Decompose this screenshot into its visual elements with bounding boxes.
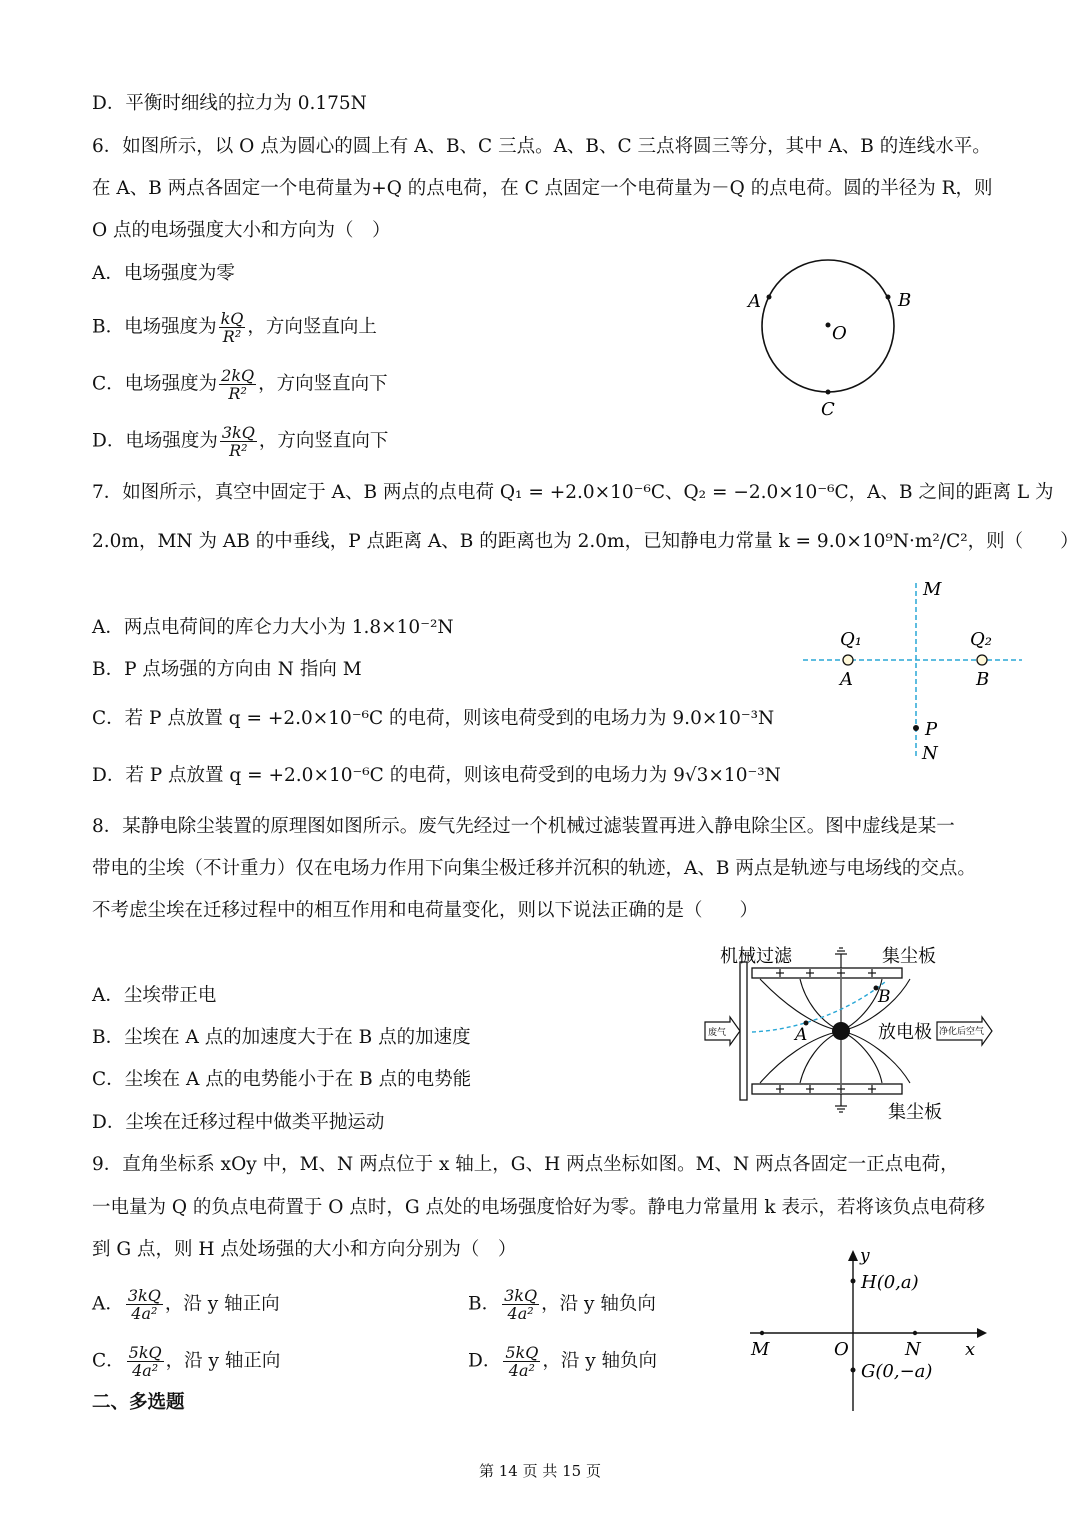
label-plate-bottom: 集尘板	[888, 1102, 942, 1123]
point-o-dot	[826, 323, 831, 328]
q7-option-b: B．P 点场强的方向由 N 指向 M	[92, 659, 362, 680]
q8-option-a: A．尘埃带正电	[92, 985, 217, 1006]
label-a: A	[795, 1025, 808, 1045]
q6-option-b-fraction	[219, 310, 246, 345]
q8-stem-line-2: 带电的尘埃（不计重力）仅在电场力作用下向集尘极迁移并沉积的轨迹，A、B 两点是轨迹与电场线的交点。	[92, 858, 976, 879]
label-filter: 机械过滤	[720, 946, 792, 967]
q6-option-c	[92, 367, 388, 402]
label-electrode: 放电极	[878, 1022, 932, 1043]
q8-stem-line-3: 不考虑尘埃在迁移过程中的相互作用和电荷量变化，则以下说法正确的是（ ）	[92, 900, 759, 921]
q6-option-d-suffix: ，方向竖直向下	[258, 430, 389, 452]
fraction-denominator: R²	[222, 327, 242, 346]
fraction-numerator: 3kQ	[504, 1286, 538, 1305]
label-waste-gas: 废气	[708, 1028, 727, 1038]
fraction-numerator: 5kQ	[128, 1343, 162, 1362]
q6-option-d-fraction	[220, 424, 257, 459]
point-c-dot	[826, 390, 831, 395]
q6-option-a: A．电场强度为零	[92, 263, 235, 284]
label-b: B	[976, 669, 990, 690]
point-g-dot	[851, 1368, 856, 1373]
q6-stem-line-2: 在 A、B 两点各固定一个电荷量为+Q 的点电荷，在 C 点固定一个电荷量为－Q 的点电荷。圆的半径为 R，则	[92, 178, 993, 199]
point-h-dot	[851, 1279, 856, 1284]
label-b: B	[898, 290, 912, 311]
q6-option-b	[92, 310, 377, 345]
label-clean-air: 净化后空气	[939, 1027, 985, 1037]
section-heading-multiple-choice: 二、多选题	[92, 1392, 185, 1413]
label-plate-top: 集尘板	[882, 946, 936, 967]
page-footer: 第 14 页 共 15 页	[478, 1462, 601, 1480]
q9-option-c	[92, 1344, 280, 1379]
collector-plate-top	[752, 968, 902, 978]
label-o: O	[834, 1339, 849, 1360]
point-m-dot	[760, 1331, 764, 1335]
q7-stem-line-1: 7．如图所示，真空中固定于 A、B 两点的点电荷 Q₁ = +2.0×10⁻⁶C、Q₂ = −2.0×10⁻⁶C，A、B 之间的距离 L 为	[92, 482, 1054, 503]
q9-stem-line-1: 9．直角坐标系 xOy 中，M、N 两点位于 x 轴上，G、H 两点坐标如图。M、N 两点各固定一正点电荷，	[92, 1154, 959, 1175]
point-b-dot	[886, 295, 891, 300]
fraction-denominator: R²	[228, 384, 247, 403]
label-b: B	[878, 987, 891, 1007]
q6-option-b-prefix: B．电场强度为	[92, 316, 217, 338]
q9-option-d-fraction	[503, 1344, 540, 1379]
discharge-electrode	[832, 1022, 850, 1040]
q7-charges-figure	[800, 575, 1030, 770]
fraction-denominator: R²	[229, 441, 248, 460]
q7-stem-line-2: 2.0m，MN 为 AB 的中垂线，P 点距离 A、B 的距离也为 2.0m，已知静电力常量 k = 9.0×10⁹N·m²/C²，则（ ）	[92, 531, 1079, 552]
fraction-denominator: 4a²	[507, 1304, 534, 1323]
label-o: O	[832, 323, 847, 344]
label-c: C	[821, 399, 835, 420]
q9-option-d-suffix: ，沿 y 轴负向	[542, 1350, 658, 1372]
q6-stem-line-1: 6．如图所示，以 O 点为圆心的圆上有 A、B、C 三点。A、B、C 三点将圆三等分，其中 A、B 的连线水平。	[92, 136, 991, 157]
q9-option-b-suffix: ，沿 y 轴负向	[541, 1293, 656, 1315]
q9-option-b-prefix: B．	[468, 1293, 501, 1315]
fraction-denominator: 4a²	[132, 1361, 159, 1380]
q9-option-a-fraction	[126, 1287, 163, 1322]
q7-option-c: C．若 P 点放置 q = +2.0×10⁻⁶C 的电荷，则该电荷受到的电场力为 9.0×10⁻³N	[92, 708, 775, 729]
q9-stem-line-3: 到 G 点，则 H 点处场强的大小和方向分别为（ ）	[92, 1239, 517, 1260]
q9-option-c-fraction	[127, 1344, 164, 1379]
label-y: y	[860, 1246, 870, 1266]
label-q1: Q₁	[840, 629, 862, 650]
q9-option-c-prefix: C．	[92, 1350, 125, 1372]
q8-option-c: C．尘埃在 A 点的电势能小于在 B 点的电势能	[92, 1069, 472, 1090]
label-h: H(0,a)	[861, 1272, 919, 1293]
q9-option-b	[468, 1287, 656, 1322]
fraction-numerator: 2kQ	[221, 366, 255, 385]
label-n: N	[922, 743, 938, 764]
filter-plate	[740, 962, 747, 1100]
q9-option-c-suffix: ，沿 y 轴正向	[165, 1350, 281, 1372]
y-axis-arrow-icon	[848, 1250, 858, 1261]
plus-sign-icons	[776, 969, 876, 1093]
label-m: M	[923, 579, 942, 600]
label-a: A	[840, 669, 853, 690]
fraction-numerator: kQ	[220, 309, 244, 328]
q6-option-d	[92, 424, 388, 459]
q8-option-b: B．尘埃在 A 点的加速度大于在 B 点的加速度	[92, 1027, 471, 1048]
dust-trajectory	[752, 982, 885, 1032]
q8-precipitator-figure	[700, 940, 1000, 1130]
charge-q1	[843, 655, 853, 665]
q6-option-d-prefix: D．电场强度为	[92, 430, 218, 452]
fraction-numerator: 3kQ	[127, 1286, 161, 1305]
q9-option-a-prefix: A．	[92, 1293, 124, 1315]
q6-stem-line-3: O 点的电场强度大小和方向为（ ）	[92, 220, 391, 241]
q9-option-b-fraction	[502, 1287, 539, 1322]
fraction-denominator: 4a²	[131, 1304, 158, 1323]
q6-option-c-suffix: ，方向竖直向下	[258, 373, 388, 395]
q6-option-b-suffix: ，方向竖直向上	[247, 316, 377, 338]
q7-option-a: A．两点电荷间的库仑力大小为 1.8×10⁻²N	[92, 617, 454, 638]
point-n-dot	[913, 1331, 917, 1335]
q8-option-d: D．尘埃在迁移过程中做类平抛运动	[92, 1112, 385, 1133]
q9-axes-figure	[745, 1245, 990, 1415]
point-p-dot	[913, 725, 919, 731]
label-p: P	[925, 719, 938, 740]
q9-option-d-prefix: D．	[468, 1350, 502, 1372]
q6-option-c-fraction	[219, 367, 256, 402]
q7-option-d: D．若 P 点放置 q = +2.0×10⁻⁶C 的电荷，则该电荷受到的电场力为 9√3×10⁻³N	[92, 765, 781, 786]
x-axis-arrow-icon	[977, 1328, 987, 1338]
q6-circle-figure	[740, 250, 930, 425]
q8-stem-line-1: 8．某静电除尘装置的原理图如图所示。废气先经过一个机械过滤装置再进入静电除尘区。图中虚线是某一	[92, 816, 955, 837]
fraction-numerator: 5kQ	[505, 1343, 539, 1362]
label-q2: Q₂	[970, 629, 992, 650]
collector-plate-bottom	[752, 1084, 902, 1094]
q9-option-a	[92, 1287, 280, 1322]
q9-stem-line-2: 一电量为 Q 的负点电荷置于 O 点时，G 点处的电场强度恰好为零。静电力常量用 k 表示，若将该负点电荷移	[92, 1197, 985, 1218]
label-x: x	[965, 1339, 976, 1360]
charge-q2	[977, 655, 987, 665]
label-g: G(0,−a)	[861, 1361, 933, 1382]
label-a: A	[748, 291, 761, 312]
q9-option-a-suffix: ，沿 y 轴正向	[164, 1293, 280, 1315]
q5-option-d: D．平衡时细线的拉力为 0.175N	[92, 93, 367, 114]
q6-option-c-prefix: C．电场强度为	[92, 373, 218, 395]
fraction-denominator: 4a²	[508, 1361, 535, 1380]
label-n: N	[905, 1339, 921, 1360]
label-m: M	[751, 1339, 770, 1360]
point-a-dot	[767, 295, 772, 300]
q9-option-d	[468, 1344, 657, 1379]
fraction-numerator: 3kQ	[221, 423, 255, 442]
